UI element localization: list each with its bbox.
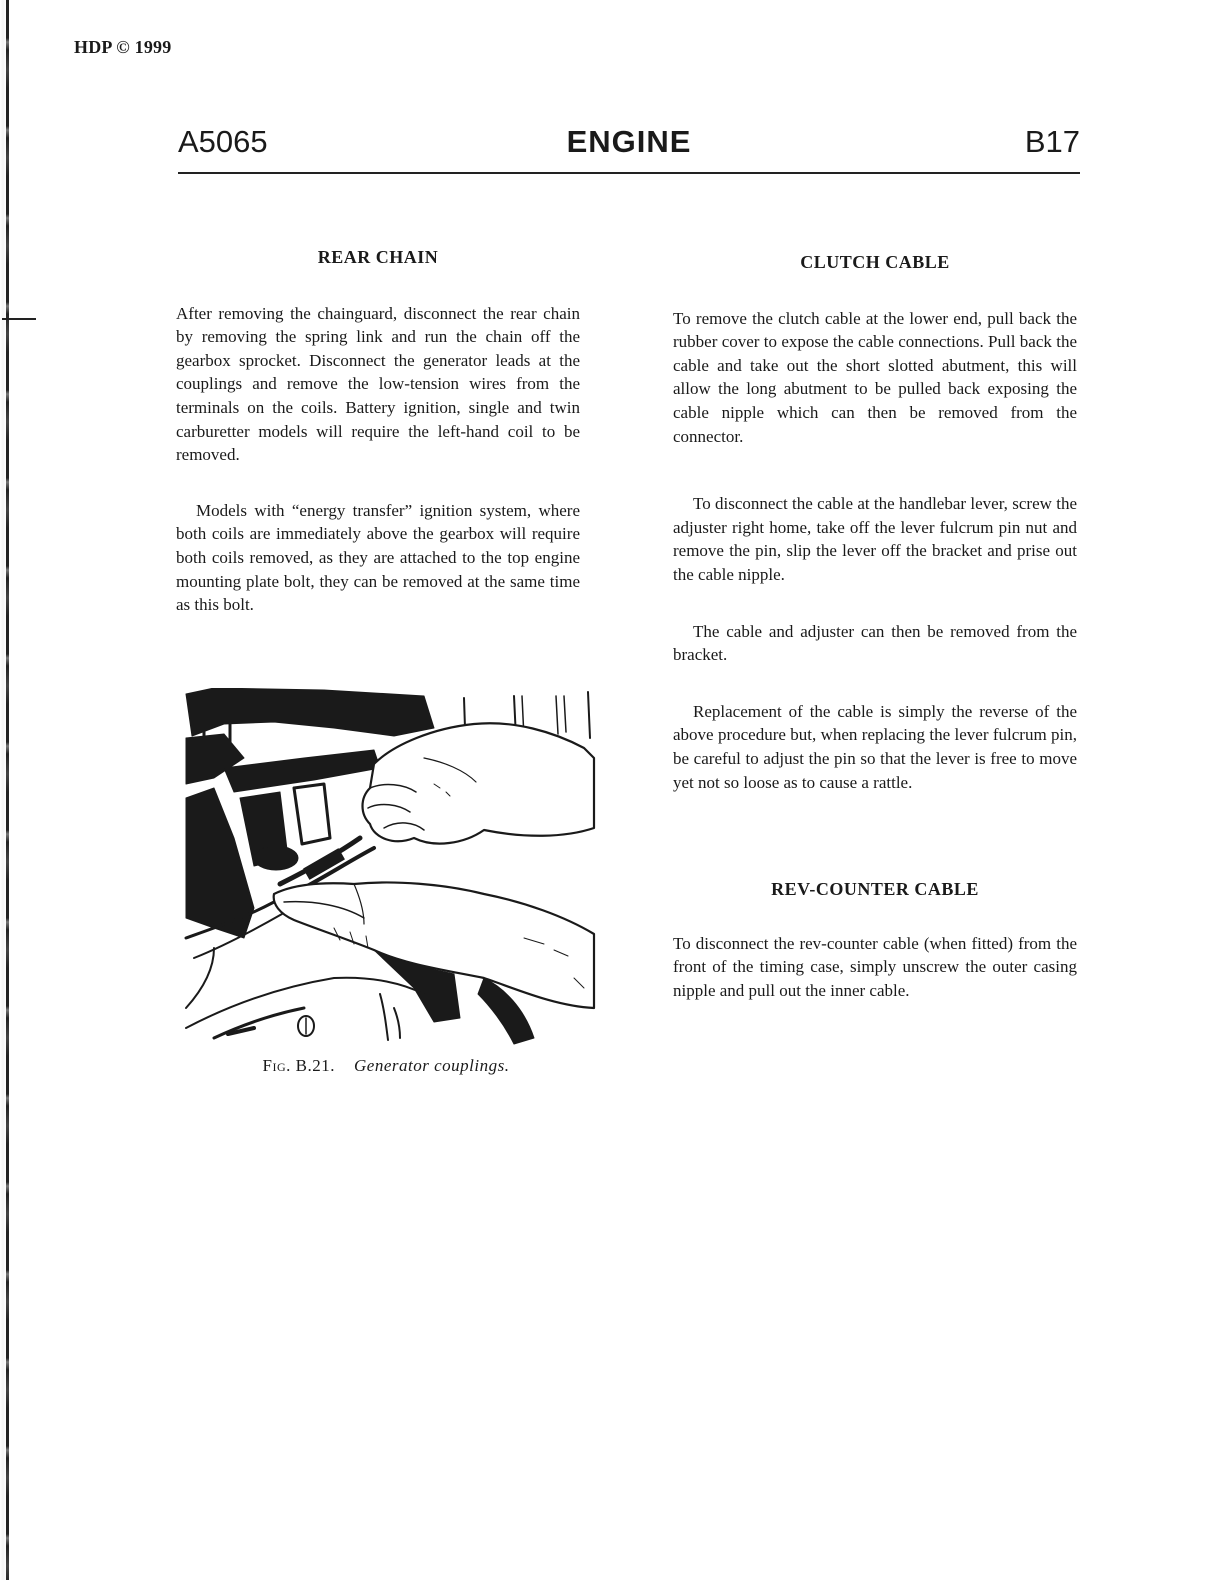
rear-chain-heading: REAR CHAIN [317,247,439,267]
clutch-cable-paragraph-3: The cable and adjuster can then be removed from the bracket. [673,621,1077,665]
figure-label: Fig. B.21. [262,1056,336,1075]
clutch-cable-paragraph-2: To disconnect the cable at the handlebar lever, screw the adjuster right home, take off the lever fulcrum pin nut and remove the pin, slip the lever off the bracket and prise out the cable nipple. [673,494,1077,584]
right-column [673,251,1077,1002]
figure-caption [176,1056,596,1076]
rear-chain-paragraph-2: Models with “energy transfer” ignition system, where both coils are immediately above the gearbox will require both coils removed, as they are attached to the top engine mounting plate bolt, they can be removed at the same time as this bolt. [176,500,580,615]
clutch-cable-paragraph-4: Replacement of the cable is simply the reverse of the above procedure but, when replacing the lever fulcrum pin, be careful to adjust the pin so that the lever is free to move yet not so loose as to cause a rattle. [673,701,1077,792]
page-number: B17 [1024,124,1080,159]
header-rule [178,172,1080,174]
rev-counter-cable-heading: REV-COUNTER CABLE [771,879,979,900]
part-number: A5065 [178,124,268,159]
clutch-cable-paragraph-1: To remove the clutch cable at the lower end, pull back the rubber cover to expose the cable connections. Pull back the cable and take out the short slotted abutment, this will allow the long abutment to be pulled back exposing the cable nipple which can then be removed from the connector. [673,308,1077,446]
rev-counter-cable-paragraph-1: To disconnect the rev-counter cable (when fitted) from the front of the timing case, simply unscrew the outer casing nipple and pull out the inner cable. [673,933,1077,1000]
binding-mark [2,318,36,320]
page-header [178,124,1080,176]
generator-couplings-figure [184,688,596,1048]
clutch-cable-heading: CLUTCH CABLE [800,252,950,272]
copyright-notice: HDP © 1999 [74,37,172,57]
figure-title: Generator couplings. [354,1056,510,1075]
section-title: ENGINE [566,124,692,159]
page-binding-edge [0,0,22,1580]
generator-couplings-illustration [184,688,596,1048]
left-column [176,246,580,617]
binding-shadow [6,0,9,1580]
rear-chain-paragraph-1: After removing the chainguard, disconnect the rear chain by removing the spring link and run the chain off the gearbox sprocket. Disconnect the generator leads at the couplings and remove the low-tension wires from the terminals on the coils. Battery ignition, single and twin carburetter models will require the left-hand coil to be removed. [176,303,580,465]
